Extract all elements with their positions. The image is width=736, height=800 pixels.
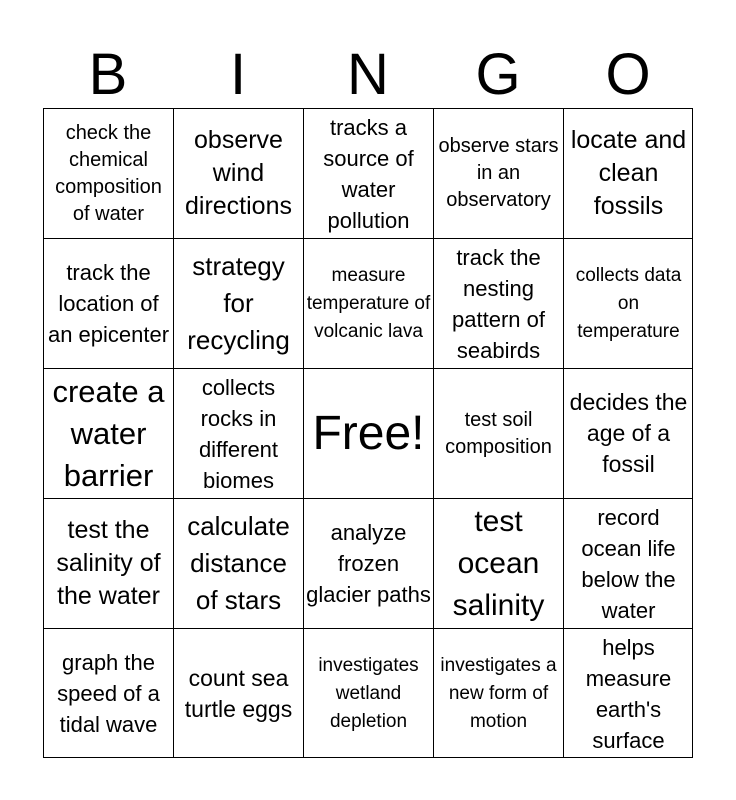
cell-text: calculate distance of stars <box>187 511 290 615</box>
bingo-cell[interactable] <box>303 108 433 238</box>
cell-text: track the nesting pattern of seabirds <box>452 244 545 363</box>
bingo-cell[interactable] <box>43 238 173 368</box>
cell-text: check the chemical composition of water <box>55 121 162 225</box>
bingo-cell[interactable] <box>173 628 303 758</box>
bingo-cell[interactable] <box>433 238 563 368</box>
bingo-grid <box>43 108 693 758</box>
bingo-cell[interactable] <box>173 368 303 498</box>
cell-text: graph the speed of a tidal wave <box>57 650 160 737</box>
cell-text: create a water barrier <box>52 373 165 493</box>
bingo-cell[interactable] <box>43 108 173 238</box>
bingo-cell[interactable] <box>173 498 303 628</box>
cell-text: observe stars in an observatory <box>438 135 559 211</box>
bingo-cell[interactable] <box>563 238 693 368</box>
bingo-cell[interactable] <box>433 628 563 758</box>
header-letter-i: I <box>229 42 247 107</box>
free-space[interactable] <box>303 368 433 498</box>
cell-text: observe wind directions <box>185 126 292 220</box>
bingo-cell[interactable] <box>303 628 433 758</box>
cell-text: locate and clean fossils <box>570 126 687 220</box>
cell-text: investigates a new form of motion <box>440 654 557 732</box>
bingo-cell[interactable] <box>563 108 693 238</box>
bingo-cell[interactable] <box>173 108 303 238</box>
cell-text: decides the age of a fossil <box>569 389 688 477</box>
cell-text: measure temperature of volcanic lava <box>306 264 431 342</box>
header-letter-n: N <box>347 42 389 107</box>
cell-text: track the location of an epicenter <box>47 260 170 347</box>
cell-text: investigates wetland depletion <box>318 654 419 732</box>
bingo-cell[interactable] <box>563 368 693 498</box>
bingo-cell[interactable] <box>43 498 173 628</box>
bingo-cell[interactable] <box>173 238 303 368</box>
cell-text: record ocean life below the water <box>581 504 676 623</box>
bingo-cell[interactable] <box>433 368 563 498</box>
bingo-cell[interactable] <box>303 238 433 368</box>
cell-text: collects data on temperature <box>575 264 682 342</box>
bingo-cell[interactable] <box>563 498 693 628</box>
bingo-cell[interactable] <box>563 628 693 758</box>
cell-text: tracks a source of water pollution <box>323 114 414 233</box>
header-letter-o: O <box>605 42 651 107</box>
header-letter-b: B <box>88 42 128 107</box>
header-letter-g: G <box>475 42 521 107</box>
cell-text: count sea turtle eggs <box>184 664 293 722</box>
bingo-cell[interactable] <box>43 628 173 758</box>
cell-text: helps measure earth's surface <box>585 634 672 753</box>
bingo-cell[interactable] <box>43 368 173 498</box>
cell-text: test soil composition <box>445 408 552 458</box>
cell-text: test the salinity of the water <box>56 516 161 610</box>
cell-text: Free! <box>312 406 425 460</box>
cell-text: test ocean salinity <box>452 504 545 622</box>
bingo-header <box>43 42 693 108</box>
bingo-cell[interactable] <box>433 498 563 628</box>
cell-text: collects rocks in different biomes <box>198 374 279 493</box>
bingo-cell[interactable] <box>433 108 563 238</box>
cell-text: analyze frozen glacier paths <box>306 520 431 607</box>
bingo-cell[interactable] <box>303 498 433 628</box>
cell-text: strategy for recycling <box>187 251 290 355</box>
